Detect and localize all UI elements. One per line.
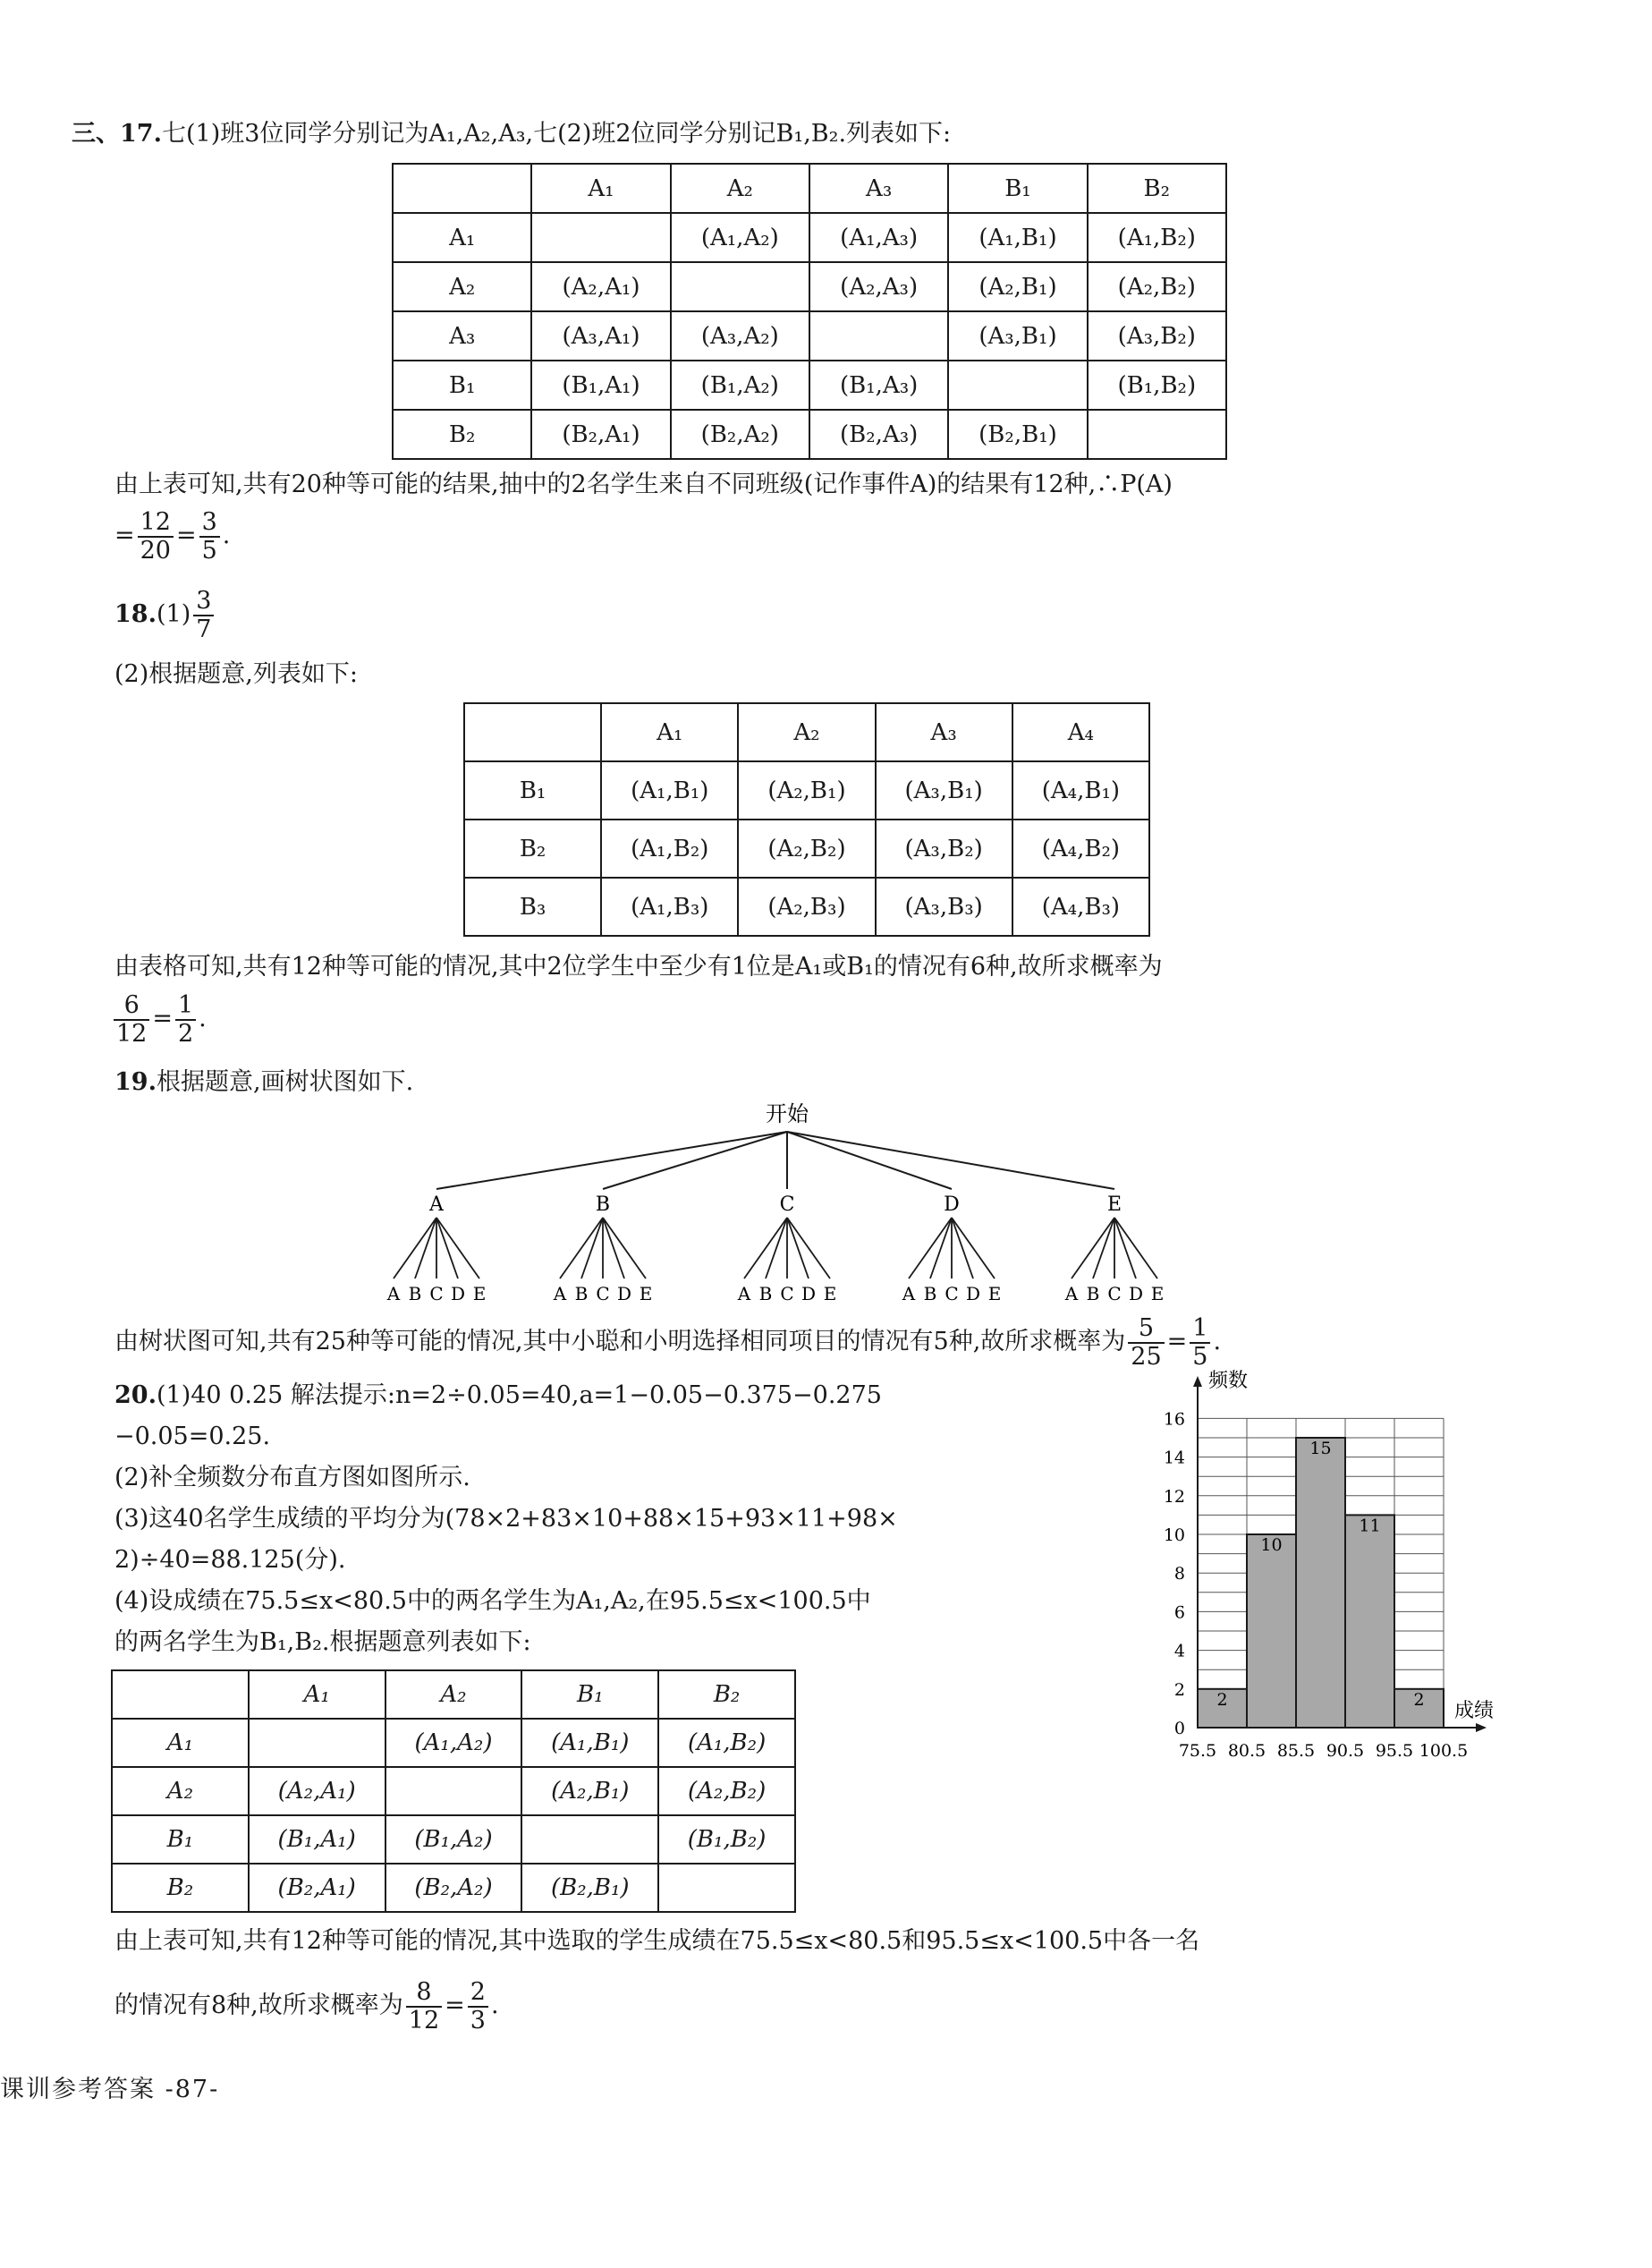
q17-table-row [393,311,1226,361]
y-tick-label: 6 [1173,1602,1185,1623]
q18-table-row [464,761,1149,820]
q20-table-cell: (A₁,B₂) [658,1719,795,1767]
tree-leaf-line [952,1218,995,1278]
q18-fraction-6-12: $\frac{6}{12}$ [114,992,149,1048]
tree-leaf-line [603,1218,646,1278]
tree-root-label: 开始 [766,1101,809,1126]
q17-table-cell [948,361,1087,410]
q19-intro: 19.根据题意,画树状图如下. [114,1068,414,1096]
tree-leaf-label: D [1128,1283,1144,1304]
q20-line7: 的两名学生为B₁,B₂.根据题意列表如下: [114,1628,531,1656]
q20-table-cell: (A₂,B₂) [658,1767,795,1815]
q20-table-header-cell [112,1670,249,1719]
q20-table-cell: (A₁,A₂) [385,1719,522,1767]
q17-conclusion-line1: 由上表可知,共有20种等可能的结果,抽中的2名学生来自不同班级(记作事件A)的结果有12种,∴P(A) [114,471,1173,498]
histogram-bar [1296,1438,1345,1728]
q20-line3: (2)补全频数分布直方图如图所示. [114,1464,470,1491]
footer-label: 课训参考答案 [0,2076,156,2103]
tree-leaf-label: C [1107,1283,1122,1304]
q18-table-header-cell: A₂ [738,703,875,761]
tree-branch-label: D [944,1193,960,1216]
x-tick-label: 95.5 [1375,1741,1414,1761]
q17-table-header-cell: A₃ [393,311,531,361]
q17-table-cell: (A₁,B₁) [948,213,1087,262]
q20-number: 20. [114,1381,157,1409]
q18-conclusion-line1: 由表格可知,共有12种等可能的情况,其中2位学生中至少有1位是A₁或B₁的情况有6种,故所求概率为 [114,953,1163,981]
tree-branch-label: E [1106,1193,1123,1216]
q18-table-cell: (A₂,B₁) [738,761,875,820]
q17-table-header-cell: B₁ [948,164,1087,213]
q17-conclusion-line2: = $\frac{12}{20}$ = $\frac{3}{5}$ . [114,507,231,565]
x-tick-label: 90.5 [1326,1741,1365,1761]
tree-leaf-line [787,1218,830,1278]
x-axis-label: 成绩 [1454,1700,1495,1722]
q17-table-cell: (B₂,A₂) [671,410,809,459]
y-axis-arrow [1193,1376,1202,1387]
q17-fraction-12-20: $\frac{12}{20}$ [138,509,174,565]
q18-table-row [464,703,1149,761]
q18-table-cell: (A₄,B₃) [1012,878,1149,936]
q19-tree-diagram [376,1096,1199,1315]
tree-leaf-line [787,1218,809,1278]
tree-leaf-label: C [780,1283,794,1304]
tree-branch-label: B [595,1193,611,1216]
tree-leaf-line [560,1218,603,1278]
tree-leaf-label: A [386,1283,401,1304]
q18-table-header-cell: A₄ [1012,703,1149,761]
tree-leaf-line [1072,1218,1114,1278]
q19-number: 19. [114,1068,157,1096]
q17-table-cell: (B₁,A₃) [809,361,948,410]
tree-leaf-label: D [965,1283,981,1304]
tree-leaf-label: E [639,1283,653,1304]
q17-table-cell: (A₂,B₁) [948,262,1087,311]
q20-conclusion-line2: 的情况有8种,故所求概率为 $\frac{8}{12}$ = $\frac{2}{3}$ . [114,1977,499,2034]
q18-fraction-3-7: $\frac{3}{7}$ [193,588,214,643]
tree-leaf-line [766,1218,787,1278]
q20-table-header-cell: A₂ [385,1670,522,1719]
q20-line6: (4)设成绩在75.5≤x<80.5中的两名学生为A₁,A₂,在95.5≤x<100.5中 [114,1587,871,1615]
q20-table-cell: (B₁,B₂) [658,1815,795,1864]
q20-table-header-cell: B₂ [112,1864,249,1912]
tree-leaf-line [581,1218,603,1278]
tree-leaf-label: B [408,1283,422,1304]
page-footer [0,2074,219,2106]
q17-table-cell [531,213,670,262]
q20-table-cell [249,1719,385,1767]
q18-number: 18. [114,600,157,628]
q18-table [463,702,1150,937]
q18-table-cell: (A₁,B₁) [601,761,738,820]
q17-table-row [393,262,1226,311]
tree-leaf-line [436,1218,479,1278]
q17-table-header-cell: A₂ [671,164,809,213]
q20-table-row [112,1719,795,1767]
tree-leaf-line [1114,1218,1136,1278]
q17-table-header-cell: A₁ [531,164,670,213]
q18-table-header-cell [464,703,601,761]
q20-table-header-cell: B₁ [521,1670,658,1719]
q17-table-row [393,213,1226,262]
x-axis-arrow [1476,1723,1487,1732]
tree-branch-label: A [429,1193,444,1216]
q17-table-header-cell: B₁ [393,361,531,410]
q17-table-header-cell: B₂ [1088,164,1226,213]
q20-table-cell: (B₂,A₁) [249,1864,385,1912]
q20-line5: 2)÷40=88.125(分). [114,1546,346,1574]
q17-table-row [393,361,1226,410]
tree-leaf-label: D [450,1283,466,1304]
q18-fraction-1-2: $\frac{1}{2}$ [175,992,196,1048]
q20-table-header-cell: B₂ [658,1670,795,1719]
footer-page-number: -87- [165,2076,220,2103]
y-tick-label: 10 [1163,1525,1185,1545]
q18-table-cell: (A₄,B₁) [1012,761,1149,820]
q18-table-header-cell: B₁ [464,761,601,820]
q17-number: 三、17. [72,120,162,148]
q17-intro [72,118,951,150]
tree-leaf-label: E [1150,1283,1165,1304]
tree-leaf-line [952,1218,973,1278]
q20-table-cell [658,1864,795,1912]
q18-table-row [464,878,1149,936]
y-tick-label: 16 [1163,1409,1185,1430]
q20-table-header-cell: A₁ [249,1670,385,1719]
q18-table-header-cell: B₃ [464,878,601,936]
q18-table-cell: (A₃,B₃) [876,878,1012,936]
tree-leaf-label: A [553,1283,567,1304]
tree-leaf-label: B [1086,1283,1100,1304]
q20-table-cell: (B₂,B₁) [521,1864,658,1912]
bar-data-label: 2 [1216,1689,1228,1710]
y-axis-label: 频数 [1208,1370,1249,1392]
q20-table-header-cell: B₁ [112,1815,249,1864]
tree-leaf-label: C [596,1283,610,1304]
y-tick-label: 12 [1163,1486,1185,1507]
q17-table-cell: (A₁,A₃) [809,213,948,262]
q20-table [111,1669,796,1913]
y-tick-label: 2 [1173,1679,1185,1700]
q19-fraction-5-25: $\frac{5}{25}$ [1128,1315,1164,1371]
q20-table-cell: (B₂,A₂) [385,1864,522,1912]
q18-table-cell: (A₁,B₃) [601,878,738,936]
tree-leaf-line [603,1218,624,1278]
q17-table-cell [809,311,948,361]
q18-conclusion-line2: $\frac{6}{12}$ = $\frac{1}{2}$ . [111,991,207,1048]
q17-table-row [393,410,1226,459]
tree-leaf-label: E [472,1283,487,1304]
q17-table-cell: (A₁,A₂) [671,213,809,262]
q18-table-cell: (A₂,B₃) [738,878,875,936]
q20-line1: 20.(1)40 0.25 解法提示:n=2÷0.05=40,a=1−0.05−0.375−0.275 [114,1381,882,1409]
q17-table-cell: (A₂,A₃) [809,262,948,311]
q20-table-cell: (B₁,A₁) [249,1815,385,1864]
q17-table-row [393,164,1226,213]
q18-table-cell: (A₄,B₂) [1012,820,1149,878]
q19-fraction-1-5: $\frac{1}{5}$ [1190,1315,1210,1371]
q20-table-row [112,1864,795,1912]
q17-table-cell: (A₁,B₂) [1088,213,1226,262]
tree-leaf-label: D [616,1283,632,1304]
q20-table-cell: (A₁,B₁) [521,1719,658,1767]
x-tick-label: 80.5 [1227,1741,1267,1761]
q17-table-cell: (A₃,B₁) [948,311,1087,361]
q18-part2: (2)根据题意,列表如下: [114,660,358,688]
tree-leaf-label: E [987,1283,1002,1304]
q20-line4: (3)这40名学生成绩的平均分为(78×2+83×10+88×15+93×11+98× [114,1505,898,1533]
tree-branch-line [787,1132,952,1189]
x-tick-label: 85.5 [1276,1741,1316,1761]
tree-leaf-line [744,1218,787,1278]
q20-table-cell [385,1767,522,1815]
tree-leaf-label: B [574,1283,589,1304]
q17-table-header-cell: A₂ [393,262,531,311]
q17-table-header-cell: A₁ [393,213,531,262]
q17-table-cell: (B₂,A₁) [531,410,670,459]
q17-table-cell: (A₂,A₁) [531,262,670,311]
tree-leaf-line [1093,1218,1114,1278]
q17-table-cell: (B₁,B₂) [1088,361,1226,410]
q20-histogram [1105,1367,1516,1779]
tree-leaf-label: A [902,1283,916,1304]
tree-leaf-line [930,1218,952,1278]
tree-leaf-line [436,1218,458,1278]
tree-leaf-label: B [758,1283,773,1304]
x-tick-label: 75.5 [1178,1741,1217,1761]
q17-table-cell: (A₃,A₁) [531,311,670,361]
q20-fraction-8-12: $\frac{8}{12}$ [406,1979,442,2034]
q18-table-cell: (A₂,B₂) [738,820,875,878]
histogram-bar [1247,1534,1296,1728]
q20-table-row [112,1815,795,1864]
q20-table-cell: (B₁,A₂) [385,1815,522,1864]
q20-table-header-cell: A₁ [112,1719,249,1767]
q18-table-header-cell: A₁ [601,703,738,761]
q17-table-header-cell: B₂ [393,410,531,459]
q17-table-cell: (A₃,B₂) [1088,311,1226,361]
q17-table-header-cell: A₃ [809,164,948,213]
tree-leaf-line [394,1218,436,1278]
tree-branch-line [787,1132,1114,1189]
bar-data-label: 10 [1260,1535,1283,1555]
q18-table-cell: (A₃,B₁) [876,761,1012,820]
q20-line2: −0.05=0.25. [114,1423,271,1450]
q20-table-cell: (A₂,A₁) [249,1767,385,1815]
q17-table-cell: (B₂,B₁) [948,410,1087,459]
q17-table-cell: (B₂,A₃) [809,410,948,459]
q17-table-cell [671,262,809,311]
q17-fraction-3-5: $\frac{3}{5}$ [199,509,220,565]
q20-table-row [112,1767,795,1815]
q17-table-cell [1088,410,1226,459]
y-tick-label: 4 [1173,1641,1185,1661]
q17-table-cell: (A₃,A₂) [671,311,809,361]
q17-intro-text: 七(1)班3位同学分别记为A₁,A₂,A₃,七(2)班2位同学分别记B₁,B₂.列表如下: [161,120,952,148]
tree-branch-line [603,1132,787,1189]
y-tick-label: 14 [1163,1448,1185,1468]
q17-table-cell: (B₁,A₂) [671,361,809,410]
y-tick-label: 8 [1173,1564,1185,1584]
q17-table-header-cell [393,164,531,213]
q20-table-cell [521,1815,658,1864]
x-tick-label: 100.5 [1419,1741,1469,1761]
tree-leaf-line [909,1218,952,1278]
q18-table-header-cell: A₃ [876,703,1012,761]
histogram-bar [1345,1515,1394,1728]
q18-table-cell: (A₁,B₂) [601,820,738,878]
tree-leaf-label: C [429,1283,444,1304]
tree-leaf-label: C [945,1283,959,1304]
q20-fraction-2-3: $\frac{2}{3}$ [468,1979,488,2034]
tree-leaf-label: D [801,1283,817,1304]
tree-branch-label: C [779,1193,795,1216]
bar-data-label: 15 [1309,1439,1332,1458]
q18-table-header-cell: B₂ [464,820,601,878]
tree-leaf-label: B [923,1283,937,1304]
q17-table-cell: (A₂,B₂) [1088,262,1226,311]
bar-data-label: 2 [1413,1689,1425,1710]
tree-leaf-label: A [737,1283,751,1304]
y-tick-label: 0 [1173,1719,1185,1738]
tree-leaf-label: E [823,1283,837,1304]
q18-part1: 18.(1) $\frac{3}{7}$ [114,587,216,643]
bar-data-label: 11 [1359,1516,1381,1536]
q20-table-header-cell: A₂ [112,1767,249,1815]
q20-table-row [112,1670,795,1719]
q20-table-cell: (A₂,B₁) [521,1767,658,1815]
q19-conclusion: 由树状图可知,共有25种等可能的情况,其中小聪和小明选择相同项目的情况有5种,故所求概率为 $\frac{5}{25}$ = $\frac{1}{5}$ . [114,1313,1222,1371]
tree-leaf-line [415,1218,436,1278]
q18-table-cell: (A₃,B₂) [876,820,1012,878]
tree-leaf-line [1114,1218,1157,1278]
q20-conclusion-line1: 由上表可知,共有12种等可能的情况,其中选取的学生成绩在75.5≤x<80.5和95.5≤x<100.5中各一名 [114,1927,1200,1955]
q17-table-cell: (B₁,A₁) [531,361,670,410]
tree-branch-line [436,1132,787,1189]
q18-table-row [464,820,1149,878]
q17-table [392,163,1227,460]
tree-leaf-label: A [1064,1283,1079,1304]
